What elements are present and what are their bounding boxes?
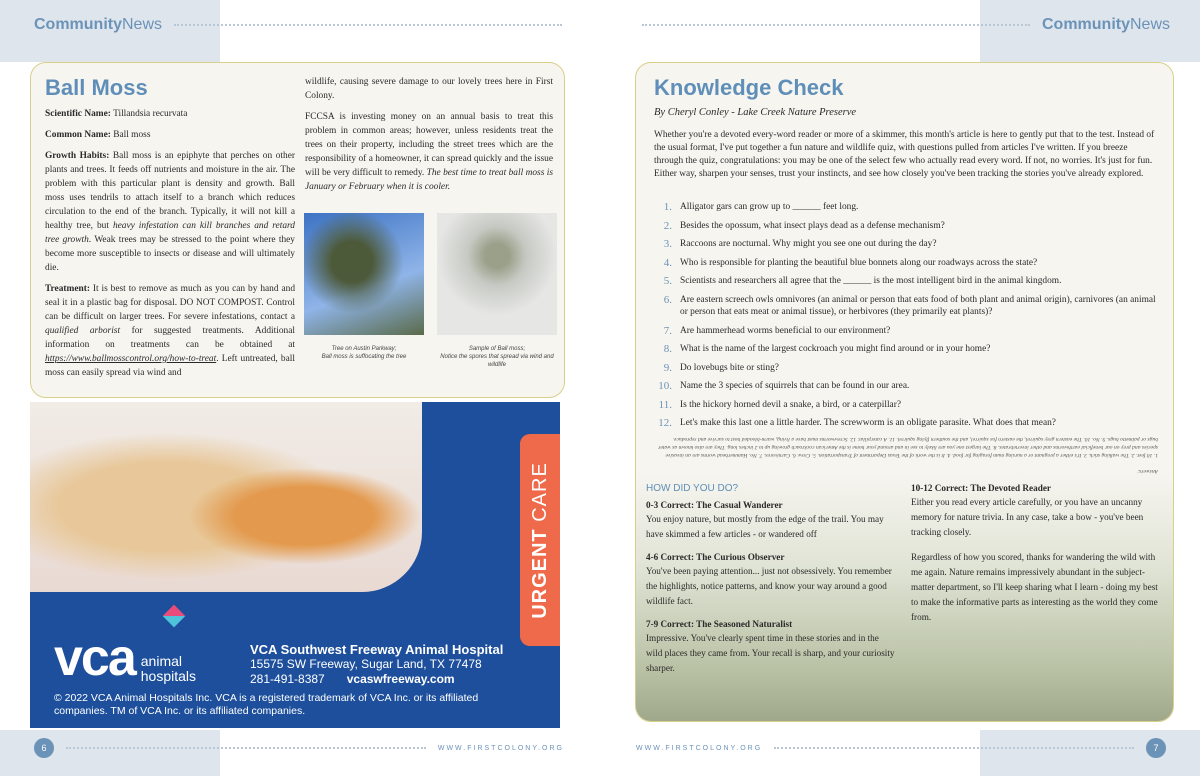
quiz-question xyxy=(646,343,1161,356)
quiz-question xyxy=(646,275,1161,288)
brand-light: News xyxy=(1129,16,1170,33)
text: The best time to treat ball moss is January or February when it is cooler. xyxy=(305,168,553,192)
answers-text: 1. 10 feet. 2. The walking stick. 3. It's either a pregnant or a nursing mum foraging for food. 4. It is the work of the Texas Department of Transportation. 5. Crow. 6. Carnivores. 7. No. Hammerhead worms are an invasive species and prey on our beneficial earthworms and other invertebrates. 8. The largest one you are likely to see in and around your home is the American cockroach growing up to 2 inches long. They are also known as water bugs or palmetto bugs. 9. No. 10. The eastern grey squirrel, the eastern fox squirrel, and the southern flying squirrel. 11. A caterpillar. 12. Screwworms must have a living, warm-blooded host to survive and reproduce. xyxy=(658,436,1158,458)
question-number: 10. xyxy=(658,380,672,392)
tree-photo xyxy=(304,213,424,335)
logo-sub: animal xyxy=(140,653,183,669)
caption-line: Notice the spores that spread via wind and wildlife xyxy=(440,354,554,368)
caption-line: Ball moss is suffocating the tree xyxy=(321,354,407,360)
answers-label: Answers: xyxy=(1137,468,1158,474)
question-number: 6. xyxy=(663,293,672,306)
paragraph: wildlife, causing severe damage to our lovely trees here in First Colony. xyxy=(305,77,553,101)
value: Ball moss xyxy=(113,130,151,140)
question-text: Who is responsible for planting the beautiful blue bonnets along our roadways across the state? xyxy=(680,257,1038,268)
question-text: Are hammerhead worms beneficial to our environment? xyxy=(680,325,891,336)
urgent-care-tab xyxy=(520,434,560,646)
ball-moss-article xyxy=(30,62,565,398)
result-tier-title: 0-3 Correct: The Casual Wanderer xyxy=(646,500,783,510)
result-tier-title: 4-6 Correct: The Curious Observer xyxy=(646,552,785,562)
page-number: 6 xyxy=(34,738,54,758)
answers xyxy=(648,435,1158,475)
result-tier-title: 7-9 Correct: The Seasoned Naturalist xyxy=(646,619,793,629)
quiz-question xyxy=(646,399,1161,412)
logo-sub: hospitals xyxy=(140,668,197,684)
result-tier-text: Impressive. You've clearly spent time in these stories and in the wild places they came from. Your recall is sharp, and your curiosity sharper. xyxy=(646,633,895,673)
question-text: Scientists and researchers all agree that the ______ is the most intelligent bird in the animal kingdom. xyxy=(680,276,1062,286)
text: . Weak trees may be stressed to the point where they become more susceptible to insects or disease and will ultimately die. xyxy=(45,235,295,273)
result-tier-text: Either you read every article carefully, or you have an uncanny memory for nature trivia. In any case, take a bow - you've been tracking closely. xyxy=(911,497,1144,537)
treatment-link[interactable]: https://www.ballmosscontrol.org/how-to-treat xyxy=(45,354,217,364)
left-header xyxy=(34,8,574,42)
caption-line: Sample of Ball moss; xyxy=(468,346,526,352)
vca-logo xyxy=(54,629,197,687)
label: Treatment: xyxy=(45,284,90,294)
caption-line: Tree on Austin Parkway; xyxy=(331,346,397,352)
question-number: 2. xyxy=(663,219,672,232)
hospital-website[interactable]: vcaswfreeway.com xyxy=(346,672,455,686)
divider xyxy=(642,24,1030,26)
text: for suggested treatments. Additional information on treatments can be obtained at xyxy=(45,326,295,350)
label: Common Name: xyxy=(45,130,111,140)
question-text: Name the 3 species of squirrels that can be found in our area. xyxy=(680,381,910,391)
question-number: 9. xyxy=(663,361,672,374)
divider xyxy=(174,24,562,26)
result-tier-title: 10-12 Correct: The Devoted Reader xyxy=(911,483,1051,493)
right-footer xyxy=(636,738,1166,758)
text: Ball moss is an epiphyte that perches on other plants and trees. It feeds off nutrients and moisture in the air. The problem with this particular plant is density and growth. Ball moss uses tendrils to attach itself to a branch which reduces circulation to the end of the branch. Typically, it will not kill a healthy tree, but xyxy=(45,151,296,231)
hospital-name: VCA Southwest Freeway Animal Hospital xyxy=(250,642,504,657)
question-text: Alligator gars can grow up to ______ feet long. xyxy=(680,202,859,212)
vca-advertisement[interactable] xyxy=(30,402,560,728)
ball-moss-photo xyxy=(437,213,557,335)
question-text: Raccoons are nocturnal. Why might you see one out during the day? xyxy=(680,239,937,249)
article-title: Knowledge Check xyxy=(654,75,844,100)
site-link[interactable]: WWW.FIRSTCOLONY.ORG xyxy=(636,744,763,752)
question-list xyxy=(646,201,1161,436)
brand-light: News xyxy=(122,16,163,33)
quiz-question xyxy=(646,294,1161,319)
site-link[interactable]: WWW.FIRSTCOLONY.ORG xyxy=(437,744,564,752)
quiz-question xyxy=(646,238,1161,251)
knowledge-check-article xyxy=(635,62,1174,722)
article-column-2 xyxy=(305,75,553,201)
results-heading: HOW DID YOU DO? xyxy=(646,483,739,494)
question-number: 8. xyxy=(663,343,672,355)
urgent-text: URGENT xyxy=(528,527,551,619)
logo-text: vca xyxy=(54,629,135,687)
text: It is best to remove as much as you can by hand and seal it in a plastic bag for disposal. DO NOT COMPOST. Control can be difficult on larger trees. For severe infestations, contact a xyxy=(45,284,296,322)
logo-diamond-icon xyxy=(163,605,186,628)
quiz-question xyxy=(646,380,1161,393)
puppy-kitten-photo xyxy=(30,402,422,592)
result-tier-text: You enjoy nature, but mostly from the edge of the trail. You may have skimmed a few articles - or wandered off xyxy=(646,514,884,539)
photo-caption xyxy=(433,345,561,369)
divider xyxy=(774,747,1134,749)
label: Growth Habits: xyxy=(45,151,110,161)
page-number: 7 xyxy=(1146,738,1166,758)
right-header xyxy=(630,8,1170,42)
quiz-question xyxy=(646,417,1161,430)
quiz-question xyxy=(646,362,1161,375)
photo-caption xyxy=(299,345,429,361)
question-number: 1. xyxy=(663,201,672,213)
question-text: Is the hickory horned devil a snake, a bird, or a caterpillar? xyxy=(680,399,902,410)
quiz-question xyxy=(646,201,1161,214)
question-text: What is the name of the largest cockroach you might find around or in your home? xyxy=(680,344,991,354)
question-text: Let's make this last one a little harder. The screwworm is an obligate parasite. What does that mean? xyxy=(680,418,1056,428)
hospital-info xyxy=(250,642,503,687)
hospital-address: 15575 SW Freeway, Sugar Land, TX 77478 xyxy=(250,657,482,671)
quiz-question xyxy=(646,257,1161,270)
results-column-1 xyxy=(646,500,896,686)
quiz-question xyxy=(646,220,1161,233)
text: qualified arborist xyxy=(45,326,121,336)
divider xyxy=(66,747,426,749)
left-footer xyxy=(34,738,564,758)
text: heavy infestation can kill branches and retard tree growth xyxy=(45,221,295,245)
brand-bold: Community xyxy=(1041,16,1130,33)
brand-logo xyxy=(1042,16,1170,34)
results-column-2 xyxy=(911,483,1166,635)
article-title: Ball Moss xyxy=(45,75,148,100)
byline: By Cheryl Conley - Lake Creek Nature Preserve xyxy=(654,107,857,118)
care-text: CARE xyxy=(528,461,551,522)
intro-paragraph: Whether you're a devoted every-word reader or more of a skimmer, this month's article is here to gently put that to the test. Instead of the usual format, I've put together a fun nature and wildlife quiz, with questions pulled from articles I've written. If you breeze through the quiz, congratulations: you may be one of the select few who actually read every word. If not, no worries. It's just for fun. Either way, sharpen your senses, trust your instincts, and see how closely you've been tracking the stories you've already explored. xyxy=(654,130,1155,179)
question-number: 11. xyxy=(658,398,672,411)
question-number: 5. xyxy=(663,275,672,287)
brand-bold: Community xyxy=(34,16,122,33)
legal-text: © 2022 VCA Animal Hospitals Inc. VCA is a registered trademark of VCA Inc. or its affiliated companies. TM of VCA Inc. or its affiliated companies. xyxy=(54,692,479,717)
hospital-phone[interactable]: 281-491-8387 xyxy=(250,672,325,686)
question-text: Do lovebugs bite or sting? xyxy=(680,362,779,373)
label: Scientific Name: xyxy=(45,109,111,119)
text: FCCSA is investing money on an annual basis to treat this problem in common areas; however, unless residents treat the trees on their property, including the street trees which are the responsibility of a homeowner, it can spread quickly and the issue will be very difficult to remedy. xyxy=(305,112,553,178)
text: . Left untreated, ball moss can easily spread via wind and xyxy=(45,354,295,378)
quiz-question xyxy=(646,325,1161,338)
closing-paragraph: Regardless of how you scored, thanks for wandering the wild with me again. Nature remains impressively abundant in the subject-matter department, so I'll keep sharing what I learn - doing my best to make the informative parts as interesting as the world they come from. xyxy=(911,552,1158,622)
result-tier-text: You've been paying attention... just not obsessively. You remember the highlights, notice patterns, and know your way around a good wildlife fact. xyxy=(646,566,892,606)
question-text: Are eastern screech owls omnivores (an animal or person that eats food of both plant and animal origin), carnivores (an animal or person that eats meat or animal tissue), or herbivores (they primarily eat plants)? xyxy=(680,294,1156,317)
article-column-1 xyxy=(45,107,295,387)
question-text: Besides the opossum, what insect plays dead as a defense mechanism? xyxy=(680,220,945,231)
question-number: 12. xyxy=(658,417,672,429)
value: Tillandsia recurvata xyxy=(113,109,188,119)
question-number: 7. xyxy=(663,324,672,337)
question-number: 4. xyxy=(663,256,672,269)
question-number: 3. xyxy=(663,238,672,250)
brand-logo xyxy=(34,16,162,34)
